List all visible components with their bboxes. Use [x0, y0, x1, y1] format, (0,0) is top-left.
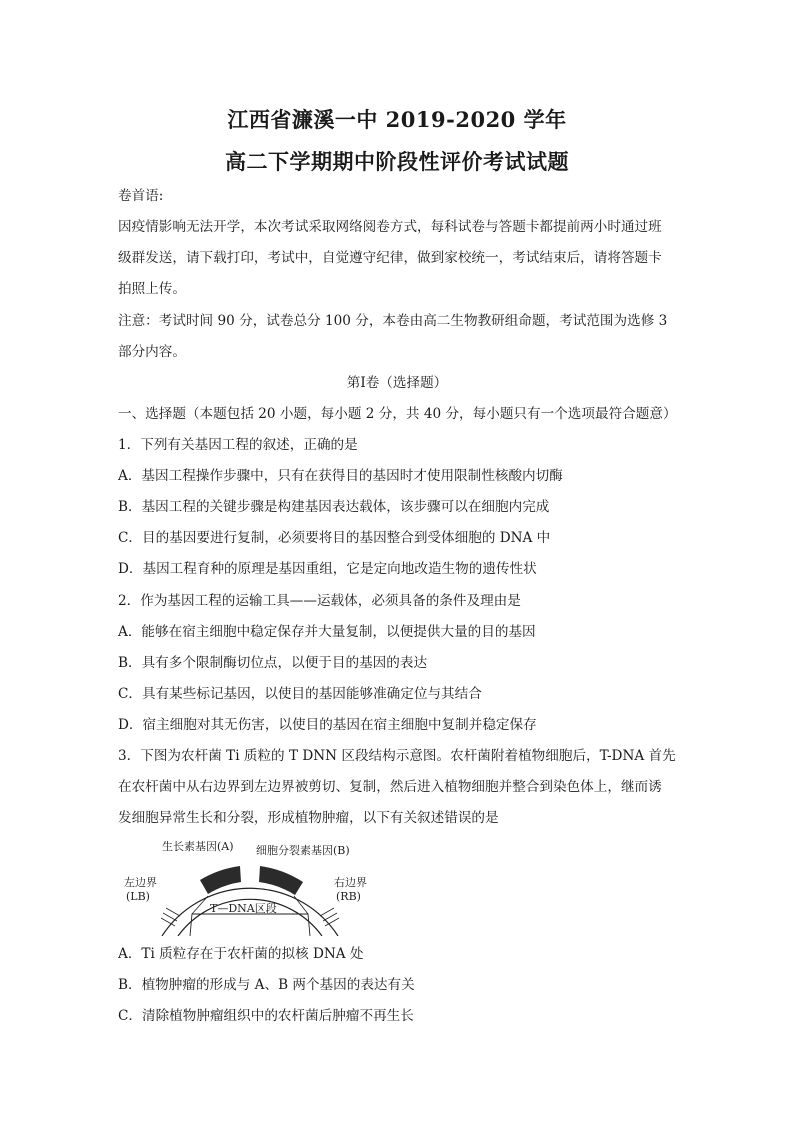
question-3-option-a: A．Ti 质粒存在于农杆菌的拟核 DNA 处 [118, 946, 364, 962]
section-title: 第Ⅰ卷（选择题） [346, 375, 448, 391]
preface-line: 因疫情影响无法开学，本次考试采取网络阅卷方式，每科试卷与答题卡都提前两小时通过班 [118, 219, 662, 235]
question-2-stem: 2．作为基因工程的运输工具——运载体，必须具备的条件及理由是 [118, 593, 521, 609]
right-border-label: 右边界 [334, 876, 367, 889]
exam-title-line1: 江西省濂溪一中 2019-2020 学年 [227, 107, 567, 132]
exam-title-line2: 高二下学期期中阶段性评价考试试题 [225, 149, 569, 174]
question-1-option-d: D．基因工程育种的原理是基因重组，它是定向地改造生物的遗传性状 [118, 561, 537, 577]
t-dna-diagram [120, 836, 380, 936]
plasmid-ring [161, 866, 339, 936]
preface-label: 卷首语: [118, 188, 164, 204]
t-dna-bracket [190, 914, 310, 936]
note-line: 部分内容。 [118, 344, 186, 360]
gene-b-segment [259, 866, 303, 895]
question-3-option-b: B．植物肿瘤的形成与 A、B 两个基因的表达有关 [118, 977, 415, 993]
question-3-stem: 发细胞异常生长和分裂，形成植物肿瘤，以下有关叙述错误的是 [118, 810, 499, 826]
question-1-stem: 1．下列有关基因工程的叙述，正确的是 [118, 437, 358, 453]
question-3-stem: 在农杆菌中从右边界到左边界被剪切、复制，然后进入植物细胞并整合到染色体上，继而诱 [118, 779, 662, 795]
left-border-abbr: (LB) [126, 890, 150, 903]
question-2-option-c: C．具有某些标记基因，以使目的基因能够准确定位与其结合 [118, 686, 482, 702]
section-instruction: 一、选择题（本题包括 20 小题，每小题 2 分，共 40 分，每小题只有一个选项最符合题意） [118, 406, 677, 422]
question-1-option-a: A．基因工程操作步骤中，只有在获得目的基因时才使用限制性核酸内切酶 [118, 468, 563, 484]
t-dna-region-label: T—DNA区段 [210, 902, 277, 915]
preface-line: 拍照上传。 [118, 281, 186, 297]
question-3-option-c: C．清除植物肿瘤组织中的农杆菌后肿瘤不再生长 [118, 1008, 414, 1024]
right-border-abbr: (RB) [336, 890, 361, 903]
question-2-option-d: D．宿主细胞对其无伤害，以使目的基因在宿主细胞中复制并稳定保存 [118, 717, 537, 733]
gene-a-label: 生长素基因(A) [162, 840, 234, 853]
question-1-option-b: B．基因工程的关键步骤是构建基因表达载体，该步骤可以在细胞内完成 [118, 499, 550, 515]
question-2-option-a: A．能够在宿主细胞中稳定保存并大量复制，以便提供大量的目的基因 [118, 624, 536, 640]
question-3-stem: 3．下图为农杆菌 Ti 质粒的 T DNN 区段结构示意图。农杆菌附着植物细胞后，T-DNA 首先 [118, 748, 676, 764]
question-1-option-c: C．目的基因要进行复制，必须要将目的基因整合到受体细胞的 DNA 中 [118, 530, 551, 546]
note-line: 注意：考试时间 90 分，试卷总分 100 分，本卷由高二生物教研组命题，考试范围为选修 3 [118, 313, 668, 329]
left-border-label: 左边界 [124, 876, 157, 889]
question-2-option-b: B．具有多个限制酶切位点，以便于目的基因的表达 [118, 655, 428, 671]
gene-b-label: 细胞分裂素基因(B) [256, 844, 350, 857]
preface-line: 级群发送，请下载打印，考试中，自觉遵守纪律，做到家校统一，考试结束后，请将答题卡 [118, 250, 662, 266]
